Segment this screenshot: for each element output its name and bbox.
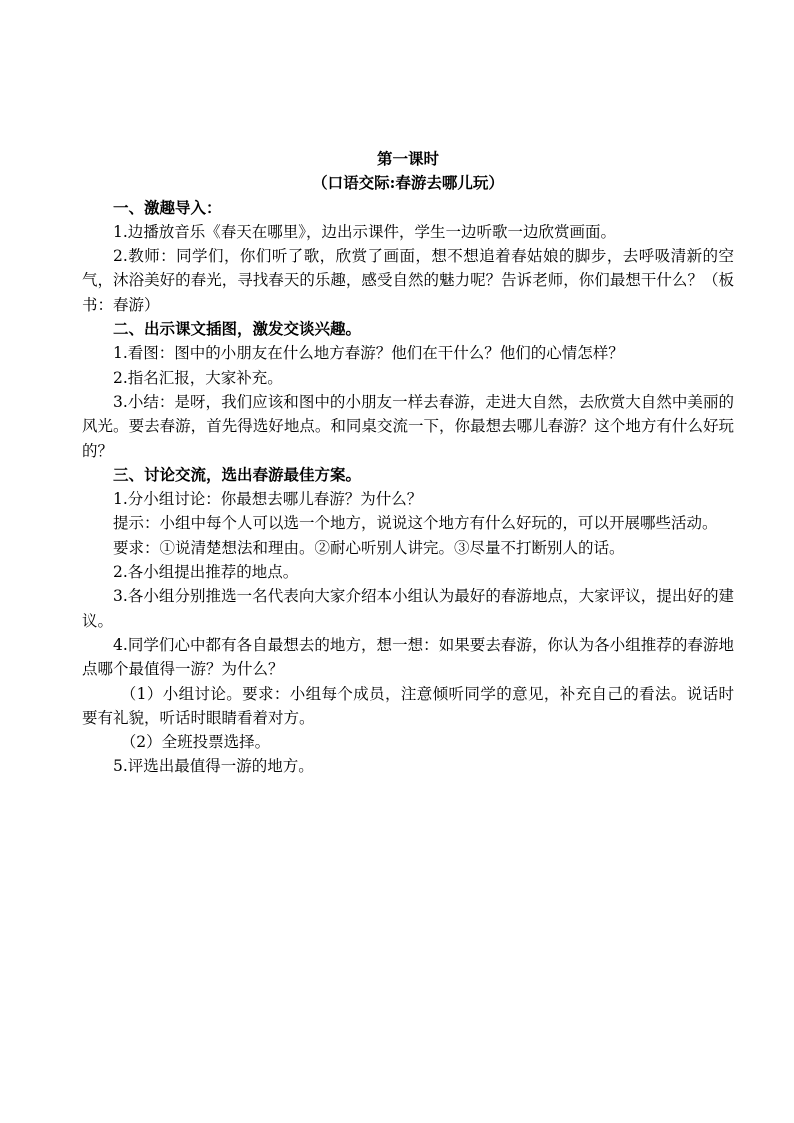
paragraph: 要求：①说清楚想法和理由。②耐心听别人讲完。③尽量不打断别人的话。 (113, 538, 625, 557)
lesson-title: 第一课时 (376, 149, 439, 168)
paragraph: 1.看图：图中的小朋友在什么地方春游？他们在干什么？他们的心情怎样？ (113, 344, 624, 363)
section-1-heading: 一、激趣导入： (113, 197, 222, 217)
paragraph: 3.小结：是呀，我们应该和图中的小朋友一样去春游，走进大自然，去欣赏大自然中美丽的风光。要去春游，首先得选好地点。和同桌交流一下，你最想去哪儿春游？这个地方有什么好玩的？ (82, 392, 734, 460)
lesson-subtitle: （口语交际:春游去哪儿玩） (312, 173, 504, 193)
paragraph: 2.各小组提出推荐的地点。 (113, 563, 299, 582)
paragraph: 1.边播放音乐《春天在哪里》，边出示课件，学生一边听歌一边欣赏画面。 (113, 222, 617, 241)
paragraph: 2.指名汇报，大家补充。 (113, 368, 283, 387)
paragraph: 5.评选出最值得一游的地方。 (113, 757, 314, 776)
section-2-heading: 二、出示课文插图，激发交谈兴趣。 (113, 319, 362, 339)
paragraph: 4.同学们心中都有各自最想去的地方，想一想：如果要去春游，你认为各小组推荐的春游地点哪个最值得一游？为什么？ (82, 635, 734, 679)
paragraph: 提示：小组中每个人可以选一个地方，说说这个地方有什么好玩的，可以开展哪些活动。 (113, 514, 718, 533)
paragraph: 3.各小组分别推选一名代表向大家介绍本小组认为最好的春游地点，大家评议，提出好的建议。 (82, 587, 734, 630)
sub-paragraph: （1）小组讨论。要求：小组每个成员，注意倾听同学的意见，补充自己的看法。说话时要有礼貌，听话时眼睛看着对方。 (82, 684, 734, 727)
section-3-heading: 三、讨论交流，选出春游最佳方案。 (113, 464, 362, 484)
paragraph: 2.教师：同学们，你们听了歌，欣赏了画面，想不想追着春姑娘的脚步，去呼吸清新的空气，沐浴美好的春光，寻找春天的乐趣，感受自然的魅力呢？告诉老师，你们最想干什么？（板书：春游） (82, 247, 734, 314)
document-body (82, 147, 734, 779)
paragraph: 1.分小组讨论：你最想去哪儿春游？为什么？ (113, 490, 423, 509)
sub-paragraph: （2）全班投票选择。 (120, 733, 271, 752)
